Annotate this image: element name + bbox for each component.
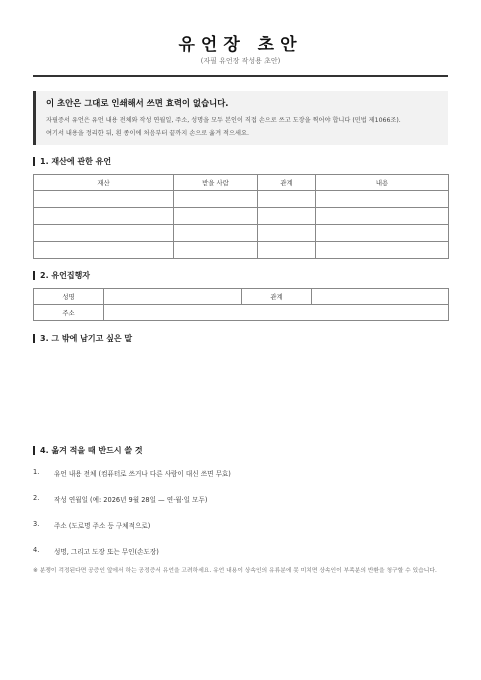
table-cell[interactable] <box>258 225 316 242</box>
table-cell[interactable] <box>316 242 449 259</box>
column-header: 재산 <box>34 175 174 191</box>
section-heading-required <box>33 445 143 456</box>
table-cell[interactable] <box>34 242 174 259</box>
table-cell[interactable] <box>258 242 316 259</box>
table-cell[interactable] <box>34 208 174 225</box>
warning-notice <box>33 91 448 145</box>
list-item-number: 2. <box>33 494 40 502</box>
table-cell[interactable] <box>174 208 258 225</box>
list-item-number: 4. <box>33 546 40 554</box>
section-heading-message <box>33 333 132 344</box>
section-marker <box>33 446 35 455</box>
table-cell[interactable] <box>34 191 174 208</box>
list-item-text: 작성 연월일 (예: 2026년 9월 28일 — 연·월·일 모두) <box>54 496 208 504</box>
table-cell[interactable] <box>258 208 316 225</box>
list-item-text: 성명, 그리고 도장 또는 무인(손도장) <box>54 548 159 556</box>
list-item-text: 주소 (도로명 주소 등 구체적으로) <box>54 522 151 530</box>
table-cell[interactable] <box>316 208 449 225</box>
footnote: ※ 분쟁이 걱정된다면 공증인 앞에서 하는 공정증서 유언을 고려하세요. 유언 내용이 상속인의 유류분에 못 미치면 상속인이 부족분의 반환을 청구할 수 있습니다. <box>33 568 437 574</box>
list-item-text: 유언 내용 전체 (컴퓨터로 쓰거나 다른 사람이 대신 쓰면 무효) <box>54 470 231 478</box>
column-header: 내용 <box>316 175 449 191</box>
notice-line: 자필증서 유언은 유언 내용 전체와 작성 연월일, 주소, 성명을 모두 본인이 직접 손으로 쓰고 도장을 찍어야 합니다 (민법 제1066조). <box>46 117 401 124</box>
section-heading-text: 4. 옮겨 적을 때 반드시 쓸 것 <box>40 446 143 455</box>
table-row <box>34 305 449 321</box>
section-heading-heirs <box>33 156 111 167</box>
notice-heading: 이 초안은 그대로 인쇄해서 쓰면 효력이 없습니다. <box>46 98 229 108</box>
table-cell[interactable] <box>34 225 174 242</box>
executor-address-label: 주소 <box>34 305 104 321</box>
executor-name-field[interactable] <box>104 289 242 305</box>
section-marker <box>33 157 35 166</box>
section-heading-text: 3. 그 밖에 남기고 싶은 말 <box>40 334 133 343</box>
heir-table <box>33 174 449 259</box>
executor-relation-label: 관계 <box>242 289 312 305</box>
column-header: 관계 <box>258 175 316 191</box>
table-cell[interactable] <box>174 191 258 208</box>
list-item-number: 1. <box>33 468 40 476</box>
page-title: 유언장 초안 <box>178 35 303 55</box>
table-row <box>34 208 449 225</box>
executor-name-label: 성명 <box>34 289 104 305</box>
list-item-number: 3. <box>33 520 40 528</box>
table-header-row <box>34 175 449 191</box>
table-row <box>34 191 449 208</box>
table-cell[interactable] <box>316 191 449 208</box>
executor-table <box>33 288 449 321</box>
table-cell[interactable] <box>316 225 449 242</box>
table-row <box>34 225 449 242</box>
table-cell[interactable] <box>258 191 316 208</box>
table-row <box>34 289 449 305</box>
section-heading-text: 1. 재산에 관한 유언 <box>40 157 112 166</box>
notice-line: 여기서 내용을 정리한 뒤, 흰 종이에 처음부터 끝까지 손으로 옮겨 적으세요. <box>46 129 249 137</box>
table-row <box>34 242 449 259</box>
executor-relation-field[interactable] <box>312 289 449 305</box>
column-header: 받을 사람 <box>174 175 258 191</box>
section-marker <box>33 334 35 343</box>
title-divider <box>33 75 448 77</box>
section-heading-text: 2. 유언집행자 <box>40 271 91 280</box>
page-subtitle: (자필 유언장 작성용 초안) <box>200 57 281 65</box>
section-marker <box>33 271 35 280</box>
table-cell[interactable] <box>174 225 258 242</box>
executor-address-field[interactable] <box>104 305 449 321</box>
table-cell[interactable] <box>174 242 258 259</box>
section-heading-executor <box>33 270 90 281</box>
